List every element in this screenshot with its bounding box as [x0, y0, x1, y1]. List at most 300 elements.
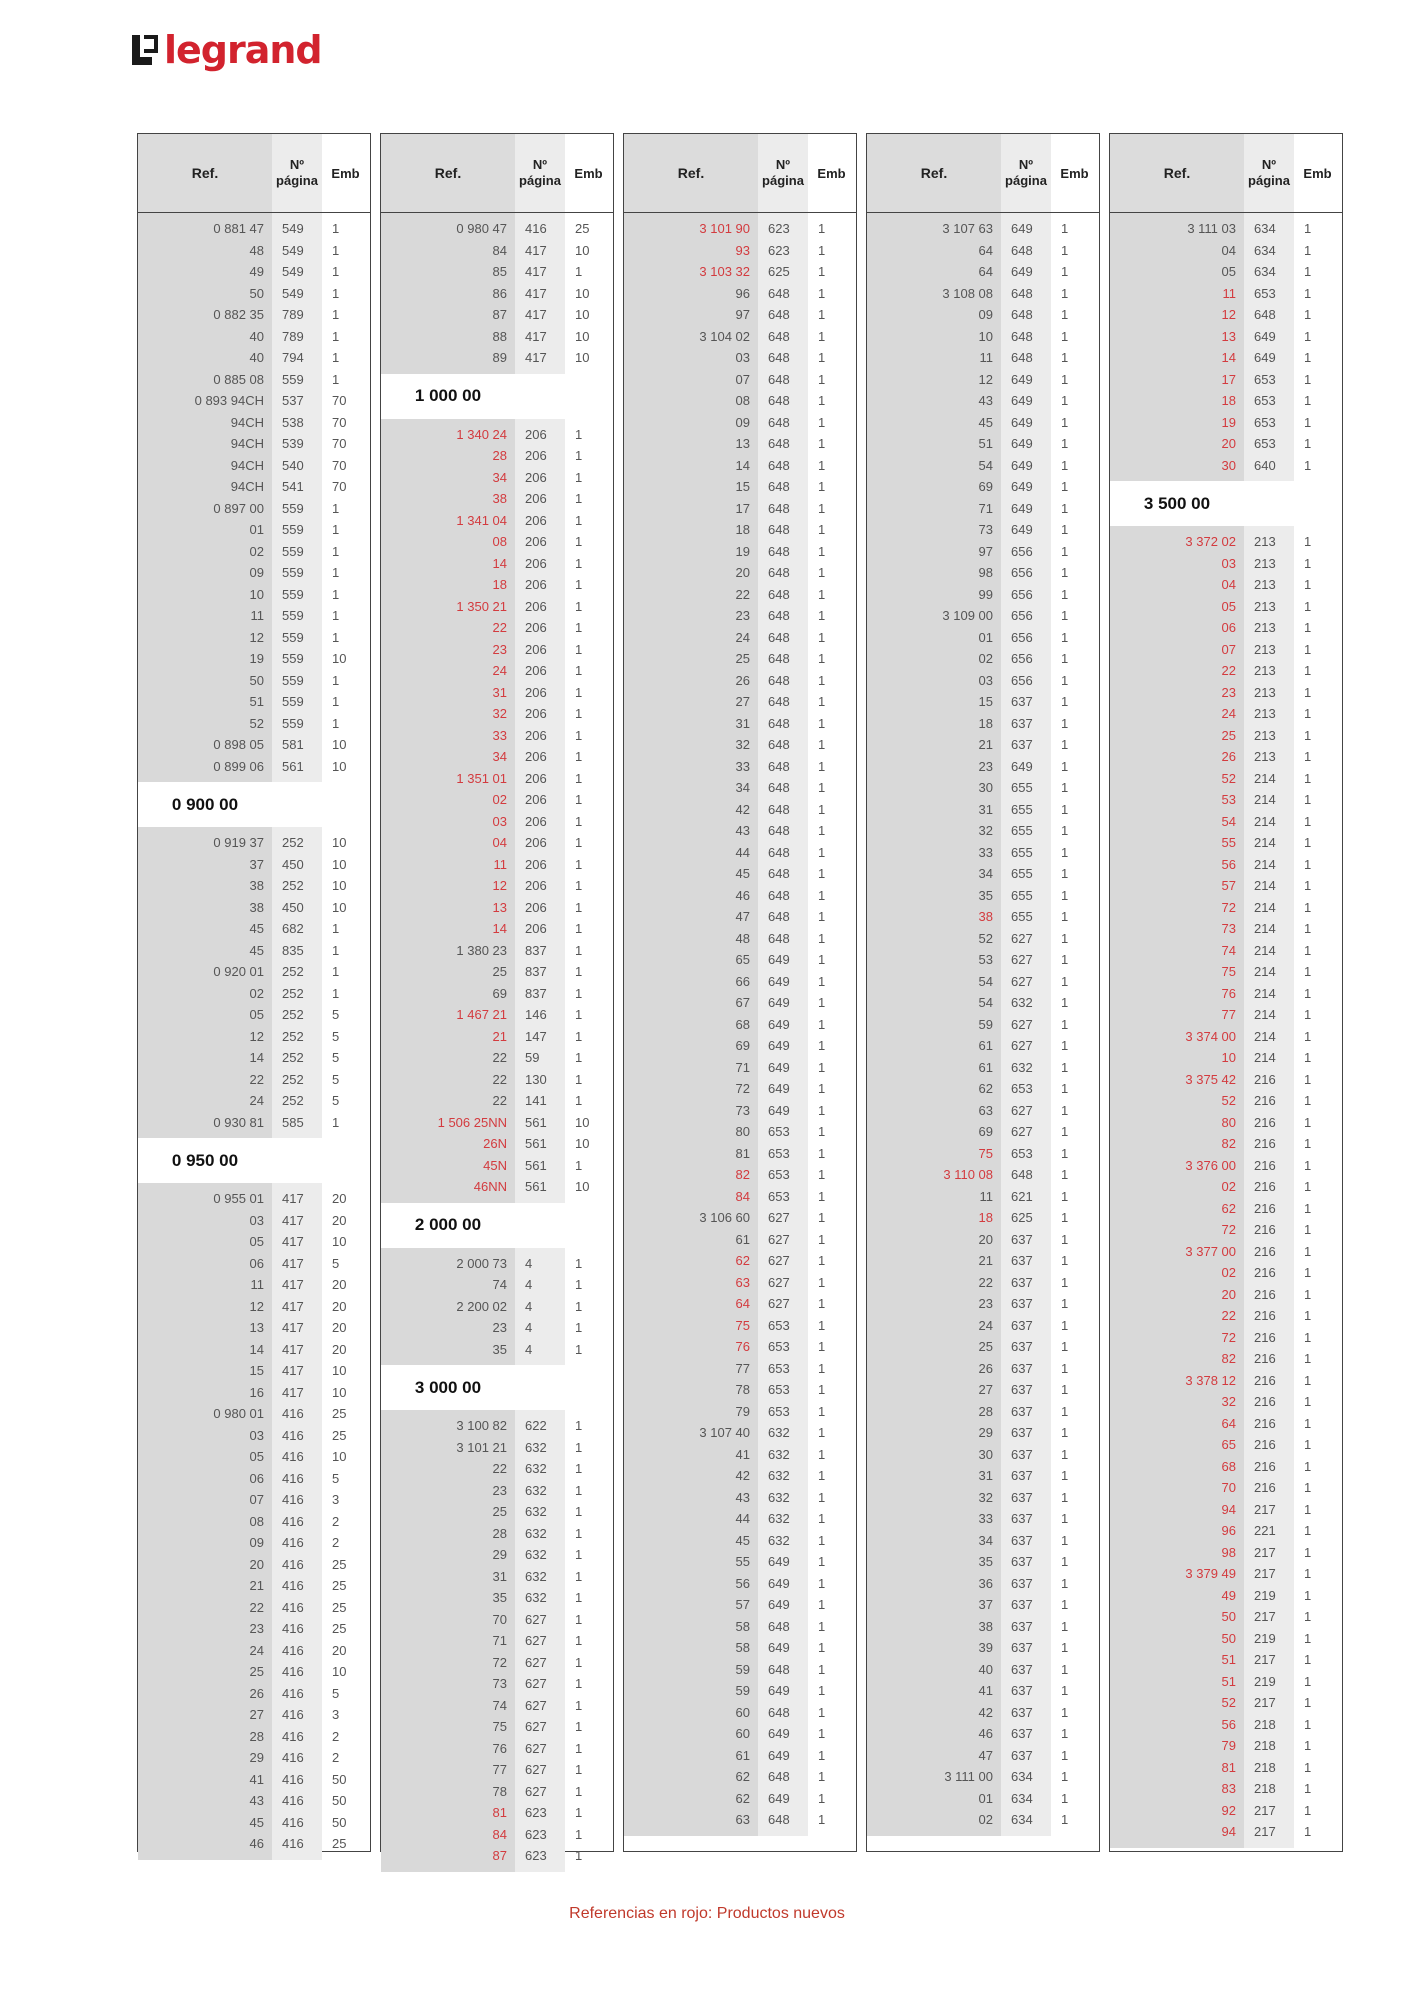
page-cell: 549 — [282, 242, 304, 258]
ref-cell: 27 — [978, 1382, 993, 1397]
ref-cell: 69 — [735, 1038, 750, 1053]
column-header — [1110, 134, 1342, 213]
ref-cell: 09 — [735, 414, 750, 430]
emb-cell: 1 — [818, 694, 826, 709]
page-cell: 637 — [1011, 737, 1033, 752]
emb-cell: 1 — [1061, 586, 1069, 602]
ref-cell: 37 — [978, 1597, 993, 1612]
ref-cell: 14 — [492, 555, 507, 571]
page-cell: 649 — [1011, 758, 1033, 774]
page-cell: 622 — [525, 1418, 547, 1433]
emb-cell: 1 — [818, 1038, 826, 1053]
page-cell: 649 — [768, 1640, 790, 1655]
page-cell: 216 — [1254, 1480, 1276, 1495]
page-cell: 216 — [1254, 1222, 1276, 1237]
ref-cell: 72 — [735, 1081, 750, 1096]
page-cell: 648 — [768, 1769, 790, 1784]
emb-cell: 1 — [575, 577, 583, 592]
page-cells — [515, 1248, 565, 1366]
spacer — [381, 369, 515, 374]
ref-cell: 23 — [492, 641, 507, 657]
ref-cell: 70 — [1221, 1480, 1236, 1495]
row-group — [381, 213, 613, 374]
page-cell: 252 — [282, 1007, 304, 1022]
emb-cell: 1 — [1061, 1145, 1069, 1161]
spacer — [381, 1867, 515, 1872]
page-cell: 621 — [1011, 1188, 1033, 1204]
page-cell: 634 — [1011, 1790, 1033, 1806]
emb-cell: 1 — [332, 921, 340, 936]
emb-cell: 1 — [575, 1740, 583, 1756]
ref-cell: 30 — [978, 1446, 993, 1462]
page-cell: 252 — [282, 1093, 304, 1108]
emb-cell: 1 — [818, 1403, 826, 1419]
page-cell: 637 — [1011, 1640, 1033, 1655]
page-cell: 648 — [768, 608, 790, 623]
emb-cell: 1 — [1061, 1704, 1069, 1720]
emb-cell: 1 — [332, 586, 340, 602]
header-ref: Ref. — [1110, 134, 1244, 212]
page-cell: 648 — [768, 285, 790, 301]
page-cell: 559 — [282, 672, 304, 688]
page-cell: 648 — [768, 780, 790, 795]
page-cell: 637 — [1011, 1661, 1033, 1677]
page-cell: 4 — [525, 1255, 533, 1271]
ref-cell: 22 — [1221, 663, 1236, 678]
page-cell: 252 — [282, 964, 304, 979]
emb-cell: 1 — [1304, 1652, 1312, 1667]
page-cell: 648 — [1011, 328, 1033, 344]
page-cell: 221 — [1254, 1523, 1276, 1538]
emb-cell: 1 — [1304, 414, 1312, 430]
emb-cell: 1 — [818, 1102, 826, 1118]
emb-cell: 1 — [575, 1007, 583, 1022]
emb-cell: 1 — [818, 758, 826, 774]
page-cell: 561 — [525, 1179, 547, 1194]
page-cell: 416 — [282, 1836, 304, 1851]
ref-cell: 34 — [978, 866, 993, 881]
emb-cell: 1 — [575, 749, 583, 764]
emb-cell: 3 — [332, 1492, 340, 1507]
page-cell: 559 — [282, 608, 304, 623]
page-cell: 417 — [282, 1298, 304, 1314]
emb-cell: 10 — [332, 899, 347, 915]
page-cell: 206 — [525, 706, 547, 721]
spacer — [272, 1855, 322, 1860]
page-cell: 214 — [1254, 878, 1276, 893]
page-cell: 656 — [1011, 651, 1033, 666]
emb-cell: 1 — [575, 813, 583, 829]
page-cell: 4 — [525, 1341, 533, 1357]
page-cell: 147 — [525, 1028, 547, 1044]
emb-cell: 1 — [1061, 1102, 1069, 1118]
emb-cell: 1 — [332, 371, 340, 387]
ref-cell: 61 — [978, 1059, 993, 1075]
emb-cell: 1 — [1061, 1790, 1069, 1806]
page-cell: 637 — [1011, 1296, 1033, 1311]
emb-cell: 1 — [1304, 964, 1312, 979]
ref-cell: 43 — [735, 1489, 750, 1505]
emb-cell: 1 — [818, 1511, 826, 1526]
emb-cells — [322, 1183, 369, 1860]
emb-cell: 1 — [575, 770, 583, 786]
ref-cell: 2 000 73 — [456, 1255, 507, 1271]
emb-cells — [322, 213, 369, 782]
page-cell: 216 — [1254, 1415, 1276, 1431]
ref-cell: 70 — [492, 1611, 507, 1627]
page-cell: 648 — [768, 909, 790, 924]
emb-cell: 1 — [818, 1575, 826, 1591]
emb-cell: 70 — [332, 393, 347, 408]
ref-cell: 23 — [1221, 684, 1236, 700]
ref-cell: 01 — [978, 1790, 993, 1806]
page-cell: 218 — [1254, 1738, 1276, 1753]
ref-cell: 12 — [978, 371, 993, 387]
emb-cell: 1 — [1304, 899, 1312, 915]
emb-cell: 5 — [332, 1093, 340, 1108]
ref-cell: 1 506 25NN — [437, 1114, 507, 1130]
header-page: Nº página — [272, 134, 322, 212]
page-cell: 217 — [1254, 1566, 1276, 1581]
page-cell: 417 — [282, 1341, 304, 1357]
emb-cell: 3 — [332, 1707, 340, 1722]
emb-cell: 1 — [1304, 620, 1312, 635]
ref-cell: 19 — [1221, 414, 1236, 430]
ref-cell: 31 — [978, 1468, 993, 1483]
page-cell: 653 — [768, 1382, 790, 1397]
ref-cell: 38 — [249, 878, 264, 893]
emb-cell: 10 — [575, 328, 590, 344]
page-cell: 206 — [525, 641, 547, 657]
ref-cell: 36 — [978, 1575, 993, 1591]
page-cell: 648 — [768, 715, 790, 731]
page-cell: 416 — [282, 1492, 304, 1507]
page-cell: 213 — [1254, 577, 1276, 592]
row-group — [624, 213, 856, 1836]
page-cell: 655 — [1011, 801, 1033, 817]
emb-cell: 1 — [818, 887, 826, 903]
ref-cell: 61 — [735, 1231, 750, 1247]
page-cell: 649 — [768, 1726, 790, 1741]
section-heading: 3 500 00 — [1110, 481, 1244, 526]
emb-cell: 1 — [1304, 534, 1312, 549]
section-heading: 1 000 00 — [381, 374, 515, 419]
page-cell: 216 — [1254, 1351, 1276, 1366]
ref-cell: 45 — [249, 942, 264, 958]
emb-cell: 1 — [818, 1124, 826, 1139]
page-cell: 637 — [1011, 1446, 1033, 1462]
page-cell: 655 — [1011, 887, 1033, 903]
page-cell: 634 — [1254, 264, 1276, 279]
ref-cell: 60 — [735, 1704, 750, 1720]
page-cell: 541 — [282, 479, 304, 494]
emb-cell: 1 — [575, 1590, 583, 1605]
emb-cell: 10 — [332, 856, 347, 872]
ref-cells — [1110, 526, 1244, 1848]
page-cell: 627 — [1011, 1124, 1033, 1139]
page-cell: 559 — [282, 543, 304, 559]
page-cell: 627 — [525, 1654, 547, 1670]
emb-cell: 1 — [1061, 1640, 1069, 1655]
ref-cell: 27 — [249, 1707, 264, 1722]
ref-cell: 42 — [978, 1704, 993, 1720]
ref-cell: 69 — [492, 985, 507, 1001]
page-cell: 655 — [1011, 823, 1033, 838]
ref-cell: 46 — [978, 1726, 993, 1741]
page-cell: 627 — [1011, 930, 1033, 946]
emb-cell: 1 — [1061, 608, 1069, 623]
table-column — [623, 133, 857, 1852]
page-cell: 146 — [525, 1007, 547, 1022]
ref-cell: 34 — [735, 780, 750, 795]
emb-cell: 1 — [332, 715, 340, 731]
ref-cell: 98 — [1221, 1544, 1236, 1560]
page-cell: 648 — [768, 629, 790, 645]
page-cell: 648 — [768, 543, 790, 559]
page-cell: 648 — [768, 823, 790, 838]
section-heading: 0 950 00 — [138, 1138, 272, 1183]
emb-cell: 5 — [332, 1028, 340, 1044]
emb-cell: 1 — [818, 1296, 826, 1311]
ref-cell: 14 — [1221, 350, 1236, 365]
ref-cell: 22 — [735, 586, 750, 602]
ref-cell: 59 — [735, 1683, 750, 1698]
ref-cell: 76 — [492, 1740, 507, 1756]
page-cell: 627 — [525, 1783, 547, 1799]
page-cell: 653 — [768, 1188, 790, 1204]
page-cell: 627 — [525, 1762, 547, 1777]
emb-cell: 1 — [818, 1468, 826, 1483]
ref-cell: 3 110 08 — [943, 1167, 993, 1182]
spacer — [565, 369, 612, 374]
emb-cell: 1 — [1061, 758, 1069, 774]
emb-cell: 1 — [332, 285, 340, 301]
emb-cell: 1 — [1304, 1114, 1312, 1130]
emb-cell: 1 — [575, 684, 583, 700]
ref-cell: 83 — [1221, 1781, 1236, 1796]
emb-cell: 50 — [332, 1814, 347, 1830]
ref-cell: 79 — [1221, 1738, 1236, 1753]
emb-cell: 10 — [332, 1234, 347, 1249]
emb-cell: 1 — [575, 1547, 583, 1562]
emb-cell: 5 — [332, 1071, 340, 1087]
emb-cell: 1 — [1304, 350, 1312, 365]
ref-cell: 09 — [978, 307, 993, 322]
ref-cell: 75 — [735, 1317, 750, 1333]
ref-cell: 21 — [249, 1578, 264, 1593]
ref-cell: 54 — [978, 457, 993, 473]
emb-cell: 1 — [818, 285, 826, 301]
page-cell: 206 — [525, 792, 547, 807]
ref-cell: 76 — [735, 1339, 750, 1354]
ref-cell: 21 — [978, 737, 993, 752]
emb-cell: 1 — [1304, 835, 1312, 850]
page-cell: 648 — [768, 1812, 790, 1827]
emb-cell: 1 — [818, 780, 826, 795]
ref-cell: 0 898 05 — [213, 737, 264, 752]
emb-cell: 1 — [818, 264, 826, 279]
emb-cell: 1 — [818, 350, 826, 365]
emb-cell: 25 — [332, 1578, 347, 1593]
page-cell: 206 — [525, 727, 547, 743]
page-cell: 648 — [768, 500, 790, 516]
ref-cell: 84 — [492, 1826, 507, 1842]
emb-cell: 1 — [575, 878, 583, 893]
ref-cell: 68 — [1221, 1458, 1236, 1474]
emb-cell: 1 — [1304, 1028, 1312, 1044]
ref-cell: 35 — [492, 1341, 507, 1357]
page-cell: 632 — [1011, 995, 1033, 1010]
page-cell: 216 — [1254, 1372, 1276, 1388]
emb-cell: 1 — [1061, 1812, 1069, 1827]
ref-cell: 34 — [978, 1532, 993, 1548]
page-cell: 416 — [282, 1578, 304, 1593]
page-cell: 218 — [1254, 1781, 1276, 1796]
page-cell: 206 — [525, 921, 547, 936]
page-cell: 789 — [282, 328, 304, 344]
ref-cell: 09 — [249, 1535, 264, 1550]
emb-cell: 1 — [1304, 684, 1312, 700]
page-cell: 559 — [282, 522, 304, 537]
page-cell: 416 — [525, 221, 547, 236]
page-cell: 214 — [1254, 813, 1276, 829]
ref-cell: 07 — [249, 1492, 264, 1507]
emb-cell: 1 — [575, 448, 583, 463]
page-cell: 549 — [282, 221, 304, 236]
spacer — [381, 1360, 515, 1365]
emb-cell: 1 — [1061, 866, 1069, 881]
ref-cell: 13 — [1221, 328, 1236, 344]
ref-cell: 58 — [735, 1618, 750, 1634]
ref-cell: 26N — [483, 1136, 507, 1151]
page-cell: 653 — [768, 1360, 790, 1376]
page-cell: 206 — [525, 813, 547, 829]
emb-cell: 1 — [575, 1568, 583, 1584]
ref-cell: 08 — [249, 1513, 264, 1529]
emb-cell: 1 — [1304, 1243, 1312, 1259]
ref-cell: 07 — [1221, 641, 1236, 657]
ref-cell: 50 — [1221, 1630, 1236, 1646]
page-cell: 649 — [768, 1081, 790, 1096]
ref-cell: 81 — [735, 1145, 750, 1161]
ref-cell: 33 — [978, 844, 993, 860]
emb-cell: 1 — [818, 1726, 826, 1741]
emb-cell: 1 — [818, 672, 826, 688]
ref-cell: 31 — [492, 684, 507, 700]
spacer — [515, 369, 565, 374]
page-cell: 623 — [525, 1848, 547, 1863]
page-cell: 653 — [1254, 414, 1276, 430]
ref-cell: 52 — [978, 930, 993, 946]
ref-cell: 45 — [978, 414, 993, 430]
page-cell: 549 — [282, 285, 304, 301]
emb-cell: 1 — [575, 1277, 583, 1292]
page-cell: 637 — [1011, 1532, 1033, 1548]
page-cell: 214 — [1254, 792, 1276, 807]
page-cell: 637 — [1011, 1618, 1033, 1634]
ref-cell: 93 — [735, 242, 750, 258]
page-cell: 206 — [525, 856, 547, 872]
page-cell: 214 — [1254, 1007, 1276, 1022]
ref-cell: 3 372 02 — [1185, 534, 1236, 549]
emb-cell: 1 — [818, 737, 826, 752]
emb-cell: 1 — [575, 792, 583, 807]
page-cell: 653 — [768, 1167, 790, 1182]
emb-cell: 1 — [575, 491, 583, 506]
emb-cell: 1 — [818, 436, 826, 451]
ref-cell: 88 — [492, 328, 507, 344]
emb-cell: 20 — [332, 1642, 347, 1658]
emb-cell: 1 — [1304, 264, 1312, 279]
emb-cell: 50 — [332, 1771, 347, 1787]
page-cell: 214 — [1254, 985, 1276, 1001]
page-cell: 416 — [282, 1621, 304, 1636]
emb-cell: 1 — [1304, 1781, 1312, 1796]
page-cell: 648 — [768, 737, 790, 752]
ref-cell: 38 — [492, 491, 507, 506]
spacer — [565, 1867, 612, 1872]
page-cell: 416 — [282, 1470, 304, 1486]
page-cell: 637 — [1011, 1382, 1033, 1397]
emb-cell: 1 — [1061, 1511, 1069, 1526]
page-cell: 637 — [1011, 1317, 1033, 1333]
page-cell: 417 — [525, 264, 547, 279]
emb-cell: 1 — [332, 307, 340, 322]
page-cell: 623 — [525, 1805, 547, 1820]
page-cell: 416 — [282, 1427, 304, 1443]
ref-cell: 84 — [492, 242, 507, 258]
header-emb: Emb — [574, 165, 603, 181]
emb-cell: 1 — [1061, 350, 1069, 365]
page-cell: 653 — [1254, 371, 1276, 387]
page-cell: 637 — [1011, 1683, 1033, 1698]
page-cell: 218 — [1254, 1716, 1276, 1732]
ref-cell: 46 — [249, 1836, 264, 1851]
ref-cell: 25 — [735, 651, 750, 666]
spacer — [515, 1867, 565, 1872]
ref-cell: 0 919 37 — [213, 835, 264, 850]
ref-cell: 22 — [492, 1093, 507, 1108]
page-cell: 627 — [1011, 1102, 1033, 1118]
page-cell: 649 — [768, 1790, 790, 1806]
ref-cell: 73 — [492, 1676, 507, 1691]
ref-cell: 12 — [249, 1028, 264, 1044]
ref-cell: 69 — [978, 479, 993, 494]
ref-cell: 40 — [249, 328, 264, 344]
spacer — [565, 1198, 612, 1203]
page-cell: 206 — [525, 899, 547, 915]
ref-cell: 22 — [249, 1071, 264, 1087]
page-cell: 216 — [1254, 1071, 1276, 1087]
emb-cell: 1 — [1061, 1726, 1069, 1741]
emb-cell: 1 — [818, 1016, 826, 1032]
emb-cell: 1 — [818, 801, 826, 817]
ref-cell: 3 101 90 — [699, 221, 750, 236]
ref-cell: 84 — [735, 1188, 750, 1204]
ref-cell: 80 — [1221, 1114, 1236, 1130]
emb-cell: 1 — [1061, 221, 1069, 236]
ref-cell: 22 — [492, 1071, 507, 1087]
emb-cell: 1 — [1061, 371, 1069, 387]
ref-cell: 51 — [1221, 1673, 1236, 1689]
page-cell: 417 — [282, 1234, 304, 1249]
page-cell: 649 — [768, 1683, 790, 1698]
ref-cell: 56 — [735, 1575, 750, 1591]
page-cell: 648 — [1011, 307, 1033, 322]
ref-cell: 66 — [735, 973, 750, 989]
ref-cell: 26 — [735, 672, 750, 688]
ref-cell: 18 — [492, 577, 507, 592]
